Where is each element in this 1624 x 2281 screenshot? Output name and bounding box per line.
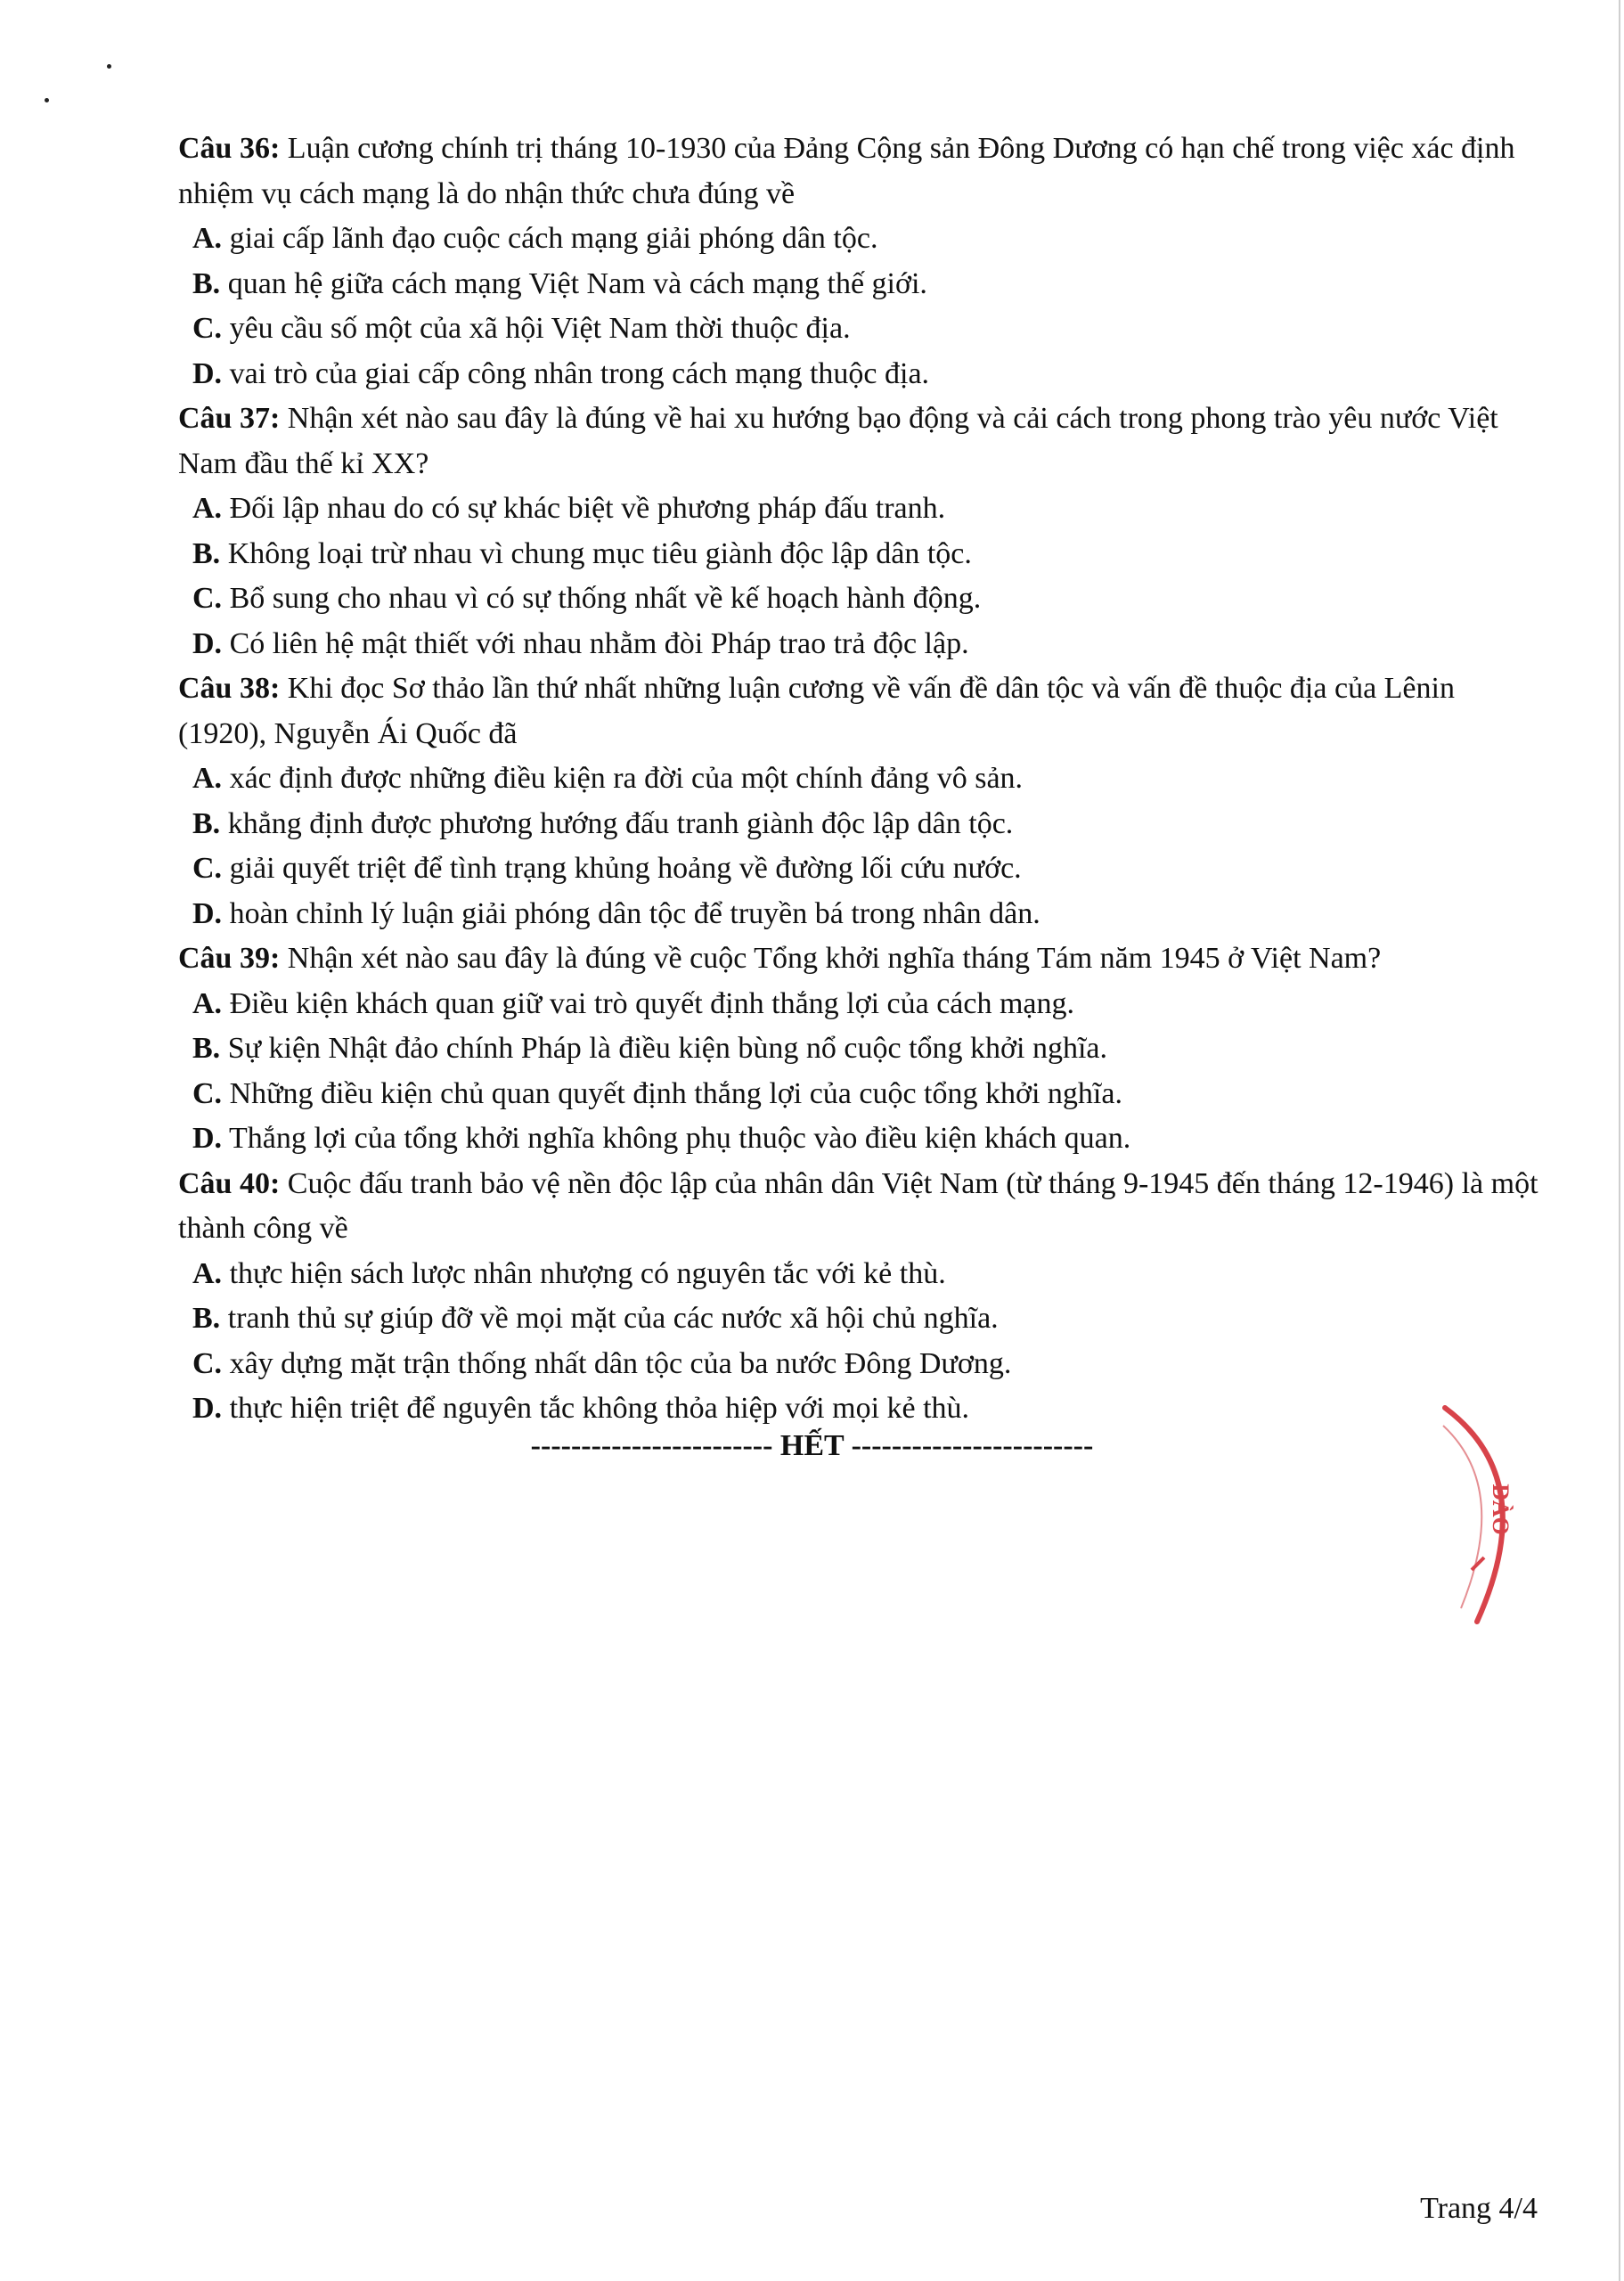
- option-text: Thắng lợi của tổng khởi nghĩa không phụ thuộc vào điều kiện khách quan.: [228, 1122, 1131, 1155]
- answer-option: [178, 262, 1550, 307]
- option-text: hoàn chỉnh lý luận giải phóng dân tộc để truyền bá trong nhân dân.: [229, 896, 1041, 930]
- option-letter: B.: [192, 1032, 221, 1065]
- end-marker: ------------------------ HẾT ------------------------: [530, 1429, 1094, 1462]
- question-label: Câu 40:: [178, 1166, 281, 1200]
- option-letter: A.: [192, 492, 223, 525]
- question-37: [178, 397, 1550, 486]
- option-text: xác định được những điều kiện ra đời của một chính đảng vô sản.: [229, 762, 1024, 795]
- answer-option: [178, 982, 1550, 1027]
- option-text: Sự kiện Nhật đảo chính Pháp là điều kiện bùng nổ cuộc tổng khởi nghĩa.: [227, 1032, 1107, 1065]
- option-letter: C.: [192, 1346, 223, 1380]
- scan-speck: [45, 98, 49, 102]
- seal-stamp-arc-inner: [1443, 1426, 1481, 1608]
- answer-option: [178, 1072, 1550, 1117]
- question-36: [178, 127, 1550, 217]
- option-text: giai cấp lãnh đạo cuộc cách mạng giải phóng dân tộc.: [229, 222, 878, 255]
- option-text: quan hệ giữa cách mạng Việt Nam và cách mạng thế giới.: [227, 266, 927, 300]
- scan-speck: [107, 64, 111, 69]
- option-letter: C.: [192, 582, 223, 615]
- answer-option: [178, 1386, 1550, 1432]
- option-text: giải quyết triệt để tình trạng khủng hoảng về đường lối cứu nước.: [229, 852, 1022, 885]
- option-text: tranh thủ sự giúp đỡ về mọi mặt của các nước xã hội chủ nghĩa.: [227, 1302, 999, 1335]
- option-text: khẳng định được phương hướng đấu tranh giành độc lập dân tộc.: [227, 806, 1014, 840]
- question-38: [178, 666, 1550, 756]
- option-letter: A.: [192, 222, 223, 255]
- seal-stamp: [1425, 1399, 1550, 1648]
- answer-option: [178, 1252, 1550, 1297]
- option-letter: C.: [192, 1076, 223, 1110]
- option-text: Đối lập nhau do có sự khác biệt về phương pháp đấu tranh.: [229, 492, 946, 525]
- answer-option: [178, 1342, 1550, 1387]
- exam-questions: [178, 127, 1550, 1432]
- option-text: Những điều kiện chủ quan quyết định thắng lợi của cuộc tổng khởi nghĩa.: [229, 1076, 1122, 1110]
- option-letter: B.: [192, 1302, 221, 1335]
- answer-option: [178, 532, 1550, 577]
- answer-option: [178, 756, 1550, 802]
- answer-option: [178, 576, 1550, 622]
- option-letter: B.: [192, 266, 221, 300]
- option-letter: A.: [192, 762, 223, 795]
- page-edge: [1619, 0, 1620, 2281]
- answer-option: [178, 1296, 1550, 1342]
- option-text: Bổ sung cho nhau vì có sự thống nhất về kế hoạch hành động.: [229, 582, 982, 615]
- option-letter: B.: [192, 806, 221, 840]
- option-text: yêu cầu số một của xã hội Việt Nam thời thuộc địa.: [229, 312, 851, 345]
- question-label: Câu 38:: [178, 672, 281, 705]
- option-letter: D.: [192, 1392, 223, 1425]
- question-text: Nhận xét nào sau đây là đúng về hai xu hướng bạo động và cải cách trong phong trào yêu nước Việt Nam đầu thế kỉ XX?: [178, 402, 1498, 480]
- question-40: [178, 1162, 1550, 1252]
- answer-option: [178, 352, 1550, 397]
- option-letter: D.: [192, 626, 223, 660]
- question-text: Khi đọc Sơ thảo lần thứ nhất những luận cương về vấn đề dân tộc và vấn đề thuộc địa của Lênin (1920), Nguyễn Ái Quốc đã: [178, 672, 1455, 750]
- question-text: Cuộc đấu tranh bảo vệ nền độc lập của nhân dân Việt Nam (từ tháng 9-1945 đến tháng 12-1946) là một thành công về: [178, 1166, 1538, 1245]
- answer-option: [178, 486, 1550, 532]
- answer-option: [178, 892, 1550, 937]
- svg-text:ĐÀO: ĐÀO: [1488, 1484, 1514, 1535]
- answer-option: [178, 846, 1550, 892]
- page-number: Trang 4/4: [1420, 2192, 1538, 2225]
- option-letter: A.: [192, 986, 223, 1020]
- answer-option: [178, 307, 1550, 352]
- question-39: [178, 936, 1550, 982]
- answer-option: [178, 802, 1550, 847]
- question-text: Luận cương chính trị tháng 10-1930 của Đảng Cộng sản Đông Dương có hạn chế trong việc xác định nhiệm vụ cách mạng là do nhận thức chưa đúng về: [178, 132, 1515, 210]
- option-letter: C.: [192, 852, 223, 885]
- question-label: Câu 36:: [178, 132, 281, 165]
- option-text: Điều kiện khách quan giữ vai trò quyết định thắng lợi của cách mạng.: [229, 986, 1075, 1020]
- question-label: Câu 37:: [178, 402, 281, 435]
- option-letter: A.: [192, 1256, 223, 1290]
- option-text: Không loại trừ nhau vì chung mục tiêu giành độc lập dân tộc.: [227, 536, 972, 570]
- option-text: vai trò của giai cấp công nhân trong cách mạng thuộc địa.: [229, 356, 930, 390]
- answer-option: [178, 622, 1550, 667]
- option-text: thực hiện triệt để nguyên tắc không thỏa hiệp với mọi kẻ thù.: [229, 1392, 970, 1425]
- option-letter: D.: [192, 356, 223, 390]
- option-letter: D.: [192, 1122, 223, 1155]
- option-letter: C.: [192, 312, 223, 345]
- question-text: Nhận xét nào sau đây là đúng về cuộc Tổng khởi nghĩa tháng Tám năm 1945 ở Việt Nam?: [287, 942, 1382, 975]
- answer-option: [178, 1116, 1550, 1162]
- answer-option: [178, 217, 1550, 262]
- answer-option: [178, 1026, 1550, 1072]
- option-text: Có liên hệ mật thiết với nhau nhằm đòi Pháp trao trả độc lập.: [229, 626, 969, 660]
- option-letter: D.: [192, 896, 223, 930]
- option-text: thực hiện sách lược nhân nhượng có nguyên tắc với kẻ thù.: [229, 1256, 946, 1290]
- question-label: Câu 39:: [178, 942, 281, 975]
- option-letter: B.: [192, 536, 221, 570]
- option-text: xây dựng mặt trận thống nhất dân tộc của ba nước Đông Dương.: [229, 1346, 1012, 1380]
